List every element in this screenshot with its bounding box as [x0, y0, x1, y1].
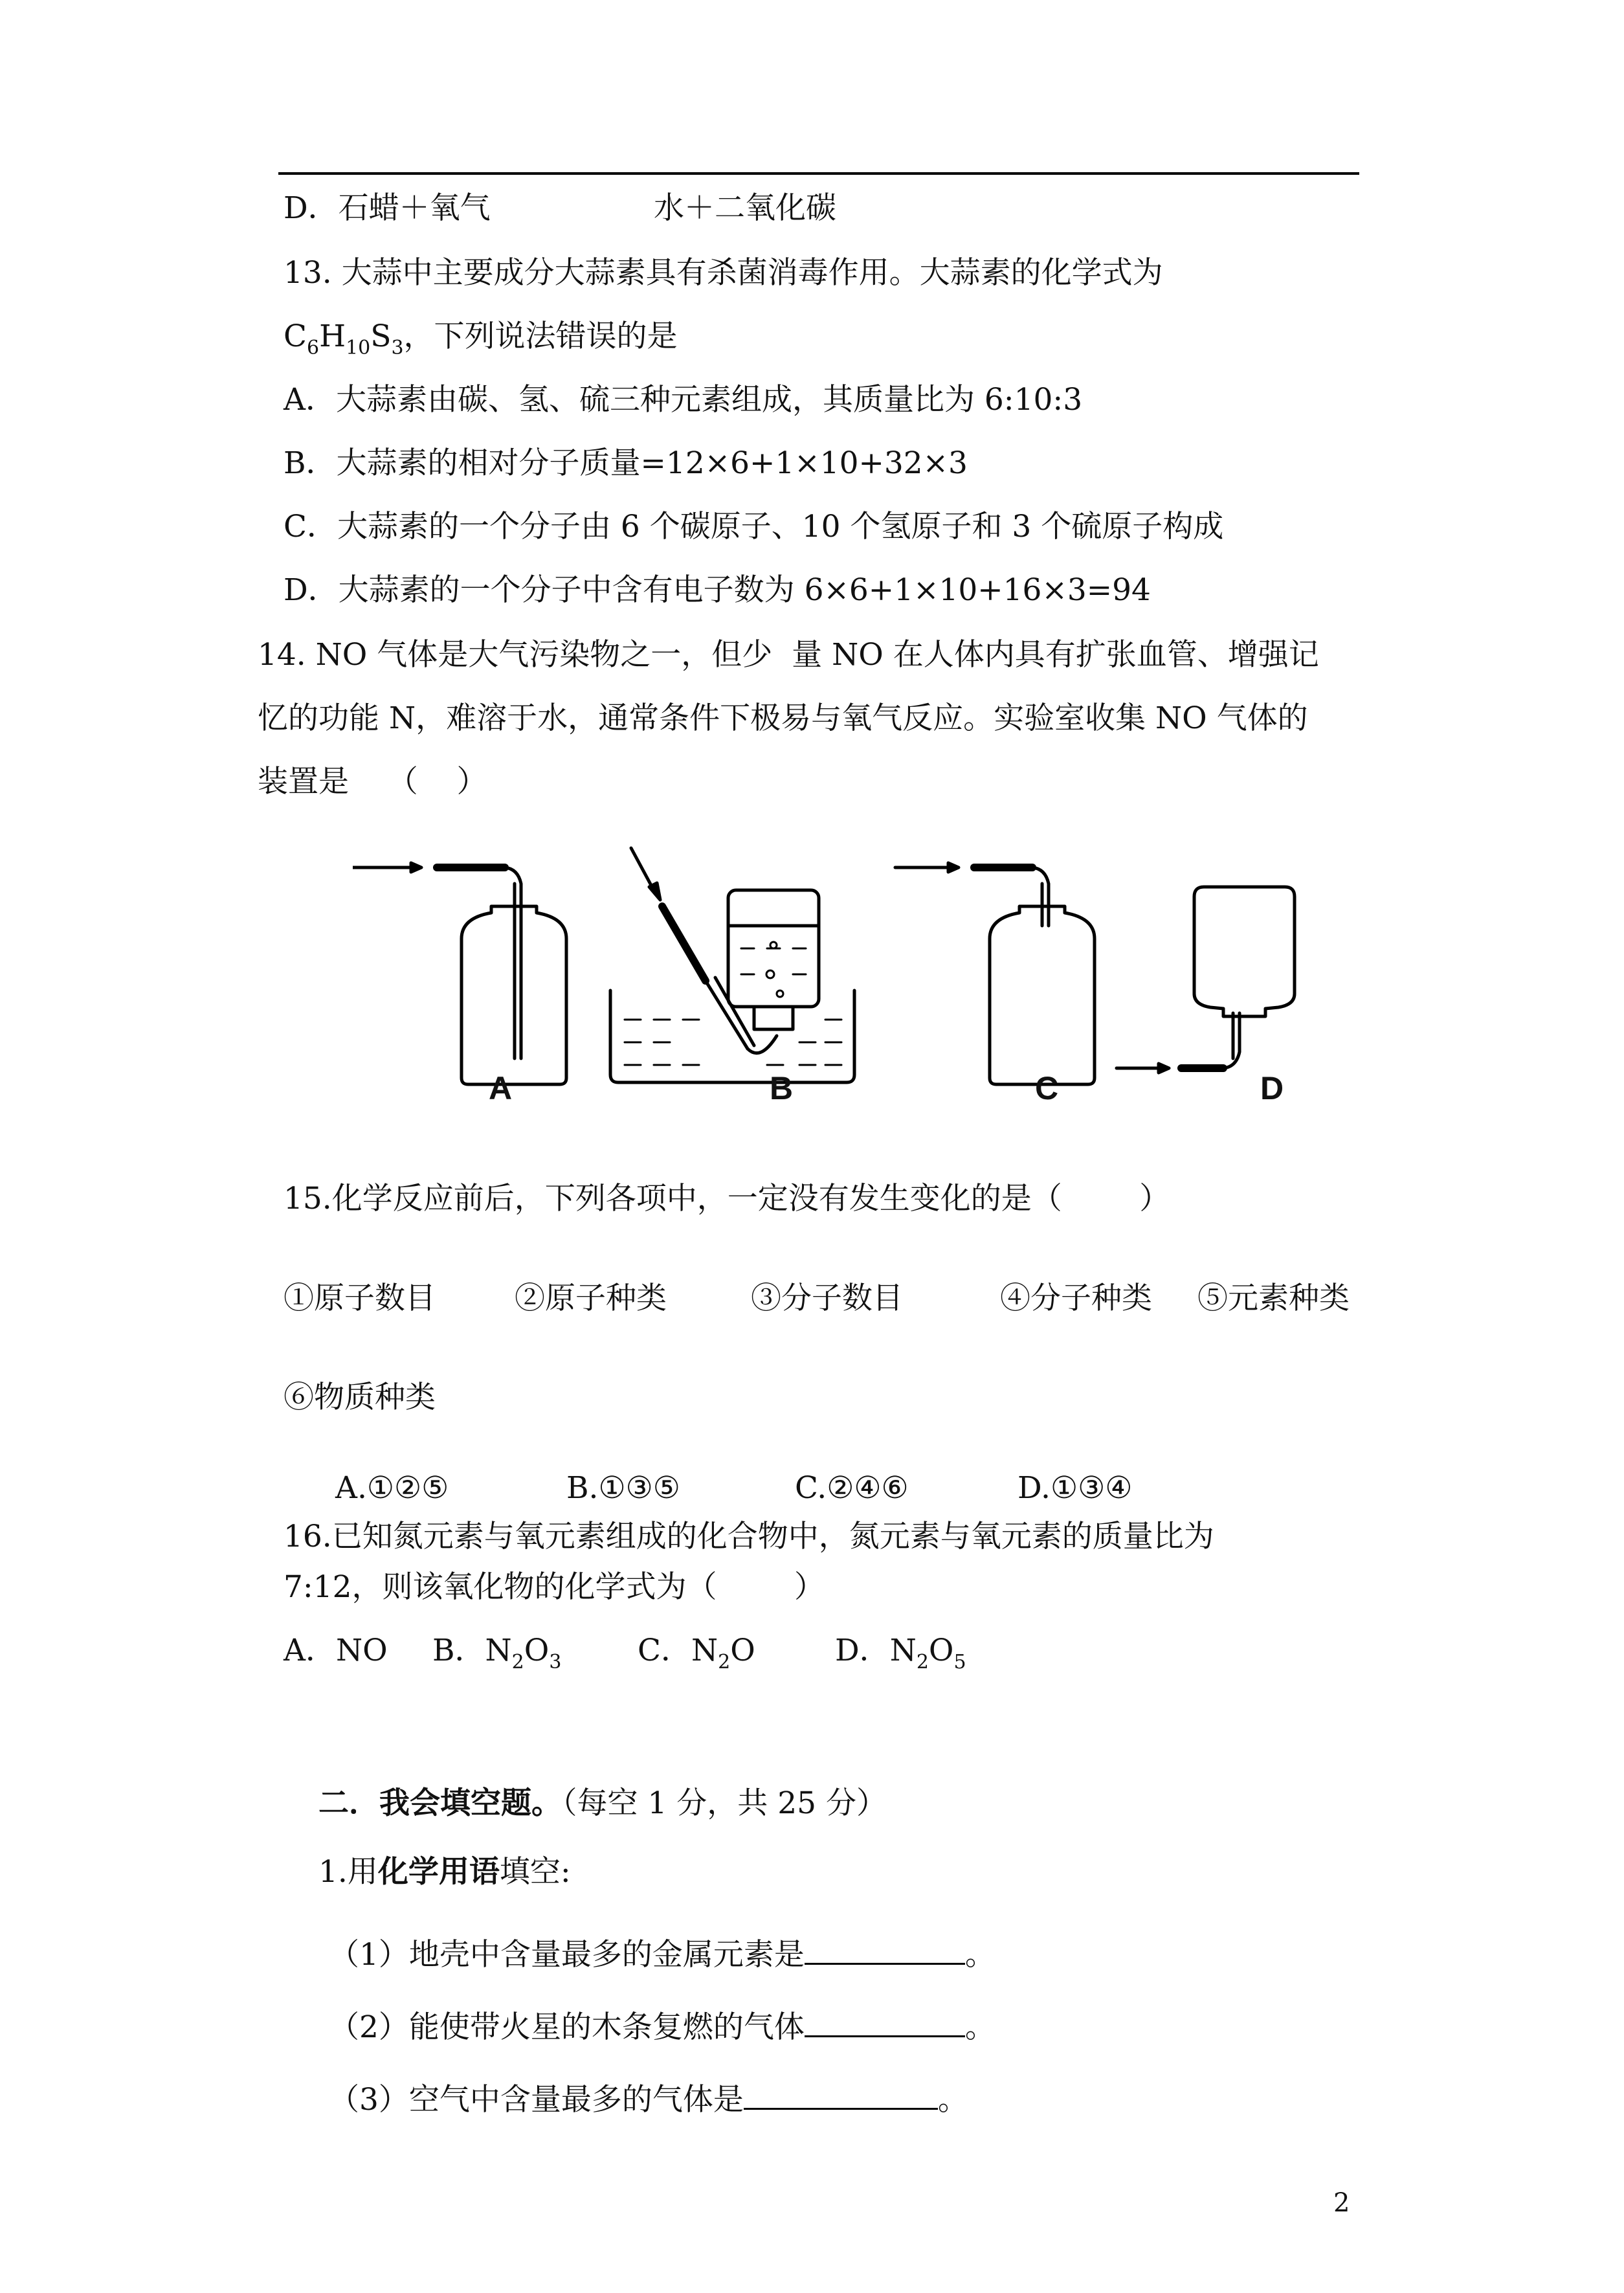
q14-line3: 装置是 （ ） [258, 764, 487, 800]
section2-item-3-text: （3）空气中含量最多的气体是 [329, 2082, 744, 2118]
q16-line1: 16.已知氮元素与氧元素组成的化合物中，氮元素与氧元素的质量比为 [284, 1519, 1214, 1554]
section2-q1-stem [318, 1854, 571, 1890]
q15-item-2: ②原子种类 [515, 1281, 667, 1316]
q16-option-d-n-sub: 2 [916, 1651, 929, 1673]
apparatus-label-b: B [769, 1070, 794, 1106]
q15-item-5: ⑤元素种类 [1197, 1281, 1350, 1316]
section2-item-1 [329, 1934, 996, 1973]
q16-option-b-o: O [524, 1633, 550, 1668]
section2-item-2-text: （2）能使带火星的木条复燃的气体 [329, 2009, 805, 2045]
q13-option-c: C．大蒜素的一个分子由 6 个碳原子、10 个氢原子和 3 个硫原子构成 [284, 509, 1224, 544]
formula-h-sub: 10 [346, 337, 371, 359]
q16-option-c [638, 1633, 755, 1673]
formula-s: S [370, 319, 392, 354]
q16-option-b-n-sub: 2 [511, 1651, 524, 1673]
apparatus-label-d: D [1260, 1070, 1284, 1106]
formula-c-sub: 6 [306, 337, 320, 359]
q15-option-b: B.①③⑤ [566, 1470, 680, 1506]
q15-option-d: D.①③④ [1018, 1470, 1133, 1506]
q16-option-b [432, 1633, 562, 1673]
q16-option-b-n: N [485, 1633, 512, 1668]
section2-item-1-suffix: 。 [964, 1937, 996, 1973]
section2-item-1-text: （1）地壳中含量最多的金属元素是 [329, 1937, 805, 1973]
q16-option-c-n-sub: 2 [718, 1651, 731, 1673]
q13-stem-rest: ，下列说法错误的是 [403, 319, 678, 354]
formula-c: C [284, 319, 307, 354]
section2-item-2-suffix: 。 [964, 2009, 996, 2045]
apparatus-label-a: A [488, 1070, 513, 1106]
q13-option-d: D．大蒜素的一个分子中含有电子数为 6×6+1×10+16×3=94 [284, 572, 1151, 608]
q16-option-c-n: N [691, 1633, 718, 1668]
q15-item-3: ③分子数目 [751, 1281, 903, 1316]
section2-heading [318, 1785, 887, 1821]
answer-blank-2[interactable] [805, 2007, 965, 2037]
q16-option-d-label: D． [835, 1633, 890, 1668]
answer-blank-3[interactable] [744, 2079, 938, 2110]
header-rule [278, 172, 1359, 175]
q12-option-d-right: 水＋二氧化碳 [654, 190, 836, 226]
q16-option-c-o: O [730, 1633, 755, 1668]
q13-option-b: B．大蒜素的相对分子质量=12×6+1×10+32×3 [284, 445, 968, 481]
section2-q1-prefix: 1.用 [318, 1854, 378, 1890]
section2-heading-rest: （每空 1 分，共 25 分） [562, 1785, 887, 1821]
section2-item-3-suffix: 。 [937, 2082, 968, 2118]
q13-stem-line2 [284, 319, 678, 359]
formula-h: H [319, 319, 346, 354]
apparatus-b [610, 848, 854, 1082]
q15-stem: 15.化学反应前后，下列各项中，一定没有发生变化的是（ ） [284, 1181, 1170, 1216]
answer-blank-1[interactable] [805, 1934, 965, 1965]
apparatus-a [353, 863, 566, 1084]
q14-line1: 14. NO 气体是大气污染物之一，但少 量 NO 在人体内具有扩张血管、增强记 [258, 637, 1319, 673]
q12-option-d-left: D．石蜡＋氧气 [284, 190, 491, 226]
q15-option-c: C.②④⑥ [795, 1470, 909, 1506]
section2-q1-suffix: 填空: [499, 1854, 571, 1890]
q16-option-b-label: B． [432, 1633, 485, 1668]
apparatus-c [895, 863, 1095, 1084]
q16-option-d-n: N [889, 1633, 917, 1668]
section2-item-2 [329, 2007, 996, 2045]
q15-item-4: ④分子种类 [1000, 1281, 1152, 1316]
section2-q1-bold: 化学用语 [377, 1854, 500, 1890]
apparatus-d [1117, 887, 1295, 1073]
q16-option-d [835, 1633, 966, 1673]
q13-stem-line1: 13. 大蒜中主要成分大蒜素具有杀菌消毒作用。大蒜素的化学式为 [284, 255, 1163, 291]
page-number: 2 [1333, 2188, 1350, 2218]
q16-option-b-o-sub: 3 [549, 1651, 562, 1673]
section2-heading-bold: 二．我会填空题。 [318, 1785, 562, 1821]
q14-line2: 忆的功能 N，难溶于水，通常条件下极易与氧气反应。实验室收集 NO 气体的 [258, 700, 1308, 736]
gas-collection-apparatus-figure [353, 835, 1324, 1107]
formula-s-sub: 3 [391, 337, 404, 359]
q16-line2: 7:12，则该氧化物的化学式为（ ） [284, 1569, 825, 1605]
q15-option-a: A.①②⑤ [335, 1470, 449, 1506]
q15-item-1: ①原子数目 [284, 1281, 436, 1316]
q16-option-d-o-sub: 5 [953, 1651, 966, 1673]
q16-option-d-o: O [928, 1633, 954, 1668]
q15-item-6: ⑥物质种类 [284, 1380, 436, 1415]
apparatus-label-c: C [1034, 1070, 1059, 1106]
q16-option-a: A．NO [284, 1633, 388, 1668]
section2-item-3 [329, 2079, 968, 2118]
q13-option-a: A．大蒜素由碳、氢、硫三种元素组成，其质量比为 6:10:3 [284, 382, 1083, 418]
q16-option-c-label: C． [638, 1633, 691, 1668]
